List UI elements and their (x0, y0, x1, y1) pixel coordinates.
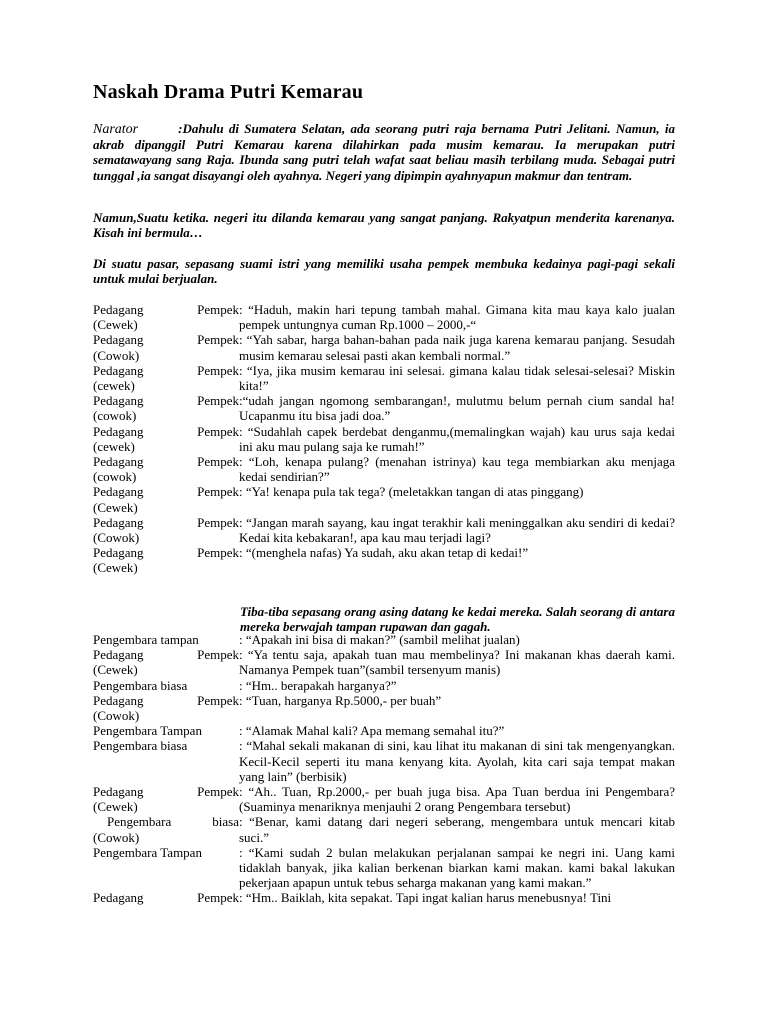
speaker-name (93, 738, 239, 753)
speaker-word: Pempek (197, 393, 239, 409)
speaker-word: Pempek (197, 890, 239, 906)
speaker-name (93, 678, 239, 693)
page-title: Naskah Drama Putri Kemarau (93, 81, 364, 103)
narrator-text: :Dahulu di Sumatera Selatan, ada seorang putri raja bernama Putri Jelitani. Namun, ia akrab dipanggil Putri Kemarau karena dilahirkan pada musim kemarau. Ia merupakan putri sematawayang sang Raja. Ibunda sang putri telah wafat saat beliau masih terbilang muda. Sebagai putri tunggal ,ia sangat disayangi oleh ayahnya. Negeri yang dipimpin ayahnyapun makmur dan tentram. (93, 121, 675, 183)
speaker-name (93, 723, 239, 738)
speaker-word: Pengembara Tampan (93, 844, 202, 860)
dialog-line: : “Alamak Mahal kali? Apa memang semahal itu?” (239, 723, 505, 739)
speaker-name (93, 814, 239, 844)
dialog-row (93, 515, 675, 545)
dialog-row (93, 693, 675, 723)
dialog-line: : “Kami sudah 2 bulan melakukan perjalanan sampai ke negri ini. Uang kami tidaklah banyak, jika kalian berkenan biarkan kami makan. kami bakal lakukan pekerjaan apapun untuk tebus seharga makanan yang kami makan.” (239, 844, 675, 891)
speaker-gender: (cewek) (93, 378, 135, 394)
paragraph-1: Namun,Suatu ketika. negeri itu dilanda kemarau yang sangat panjang. Rakyatpun menderita karenanya. Kisah ini bermula… (93, 210, 675, 241)
speaker-word: Pempek (197, 454, 239, 470)
dialog-line: : “Apakah ini bisa di makan?” (sambil melihat jualan) (239, 632, 520, 647)
speaker-word: Pengembara biasa (93, 738, 188, 754)
speaker-word: Pempek (197, 545, 239, 561)
speaker-name (93, 845, 239, 860)
dialog-line: : “Mahal sekali makanan di sini, kau lihat itu makanan di sini tak mengenyangkan. Kecil-Kecil seperti itu mana kenyang kita. Ayolah, kita cari saja tempat makan yang lain” (berbisik) (239, 738, 675, 784)
dialog-row (93, 890, 675, 905)
speaker-word: Pempek (197, 423, 239, 439)
speaker-name (93, 515, 239, 545)
speaker-gender: (Cowok) (93, 530, 140, 546)
speaker-gender: (Cowok) (93, 347, 140, 363)
speaker-name (93, 890, 239, 905)
dialog-row (93, 454, 675, 484)
speaker-word: Pedagang (93, 784, 144, 800)
dialog-row (93, 814, 675, 844)
speaker-word: Pedagang (93, 302, 144, 317)
speaker-word: Pengembara (107, 814, 172, 830)
speaker-gender: (cowok) (93, 469, 137, 485)
speaker-word: Pempek (197, 362, 239, 378)
speaker-name (93, 454, 239, 484)
dialog-line: : “Yah sabar, harga bahan-bahan pada naik juga karena kemarau panjang. Sesudah musim kemarau selesai pasti akan kembali normal.” (239, 332, 675, 363)
speaker-word: Pengembara biasa (93, 677, 188, 693)
dialog-row (93, 393, 675, 423)
dialog-row (93, 363, 675, 393)
speaker-gender: (cowok) (93, 408, 137, 424)
dialog-row (93, 723, 675, 738)
speaker-gender: (Cewek) (93, 799, 138, 815)
dialog-row (93, 845, 675, 891)
dialog-line: : “Tuan, harganya Rp.5000,- per buah” (239, 692, 442, 708)
speaker-word: Pedagang (93, 454, 144, 470)
dialog-section-1 (93, 302, 675, 576)
speaker-gender: (cewek) (93, 438, 135, 454)
speaker-word: Pempek (197, 647, 239, 663)
dialog-line: : “Haduh, makin hari tepung tambah mahal. Gimana kita mau kaya kalo jualan pempek untungnya cuman Rp.1000 – 2000,-“ (239, 302, 675, 333)
speaker-word: Pempek (197, 784, 239, 800)
speaker-word: Pedagang (93, 423, 144, 439)
dialog-line: : “Benar, kami datang dari negeri seberang, mengembara untuk mencari kitab suci.” (239, 814, 675, 845)
paragraph-3: Tiba-tiba sepasang orang asing datang ke kedai mereka. Salah seorang di antara mereka berwajah tampan rupawan dan gagah. (240, 604, 675, 635)
speaker-name (93, 784, 239, 814)
dialog-row (93, 738, 675, 784)
speaker-word: Pempek (197, 302, 239, 317)
speaker-word: Pedagang (93, 332, 144, 348)
dialog-row (93, 484, 675, 514)
dialog-line: : “Hm.. berapakah harganya?” (239, 677, 397, 693)
speaker-word: Pedagang (93, 890, 144, 906)
dialog-line: : “Ya! kenapa pula tak tega? (meletakkan tangan di atas pinggang) (239, 484, 584, 500)
speaker-gender: (Cewek) (93, 662, 138, 678)
dialog-line: : “Iya, jika musim kemarau ini selesai. gimana kalau tidak selesai-selesai? Miskin kita!” (239, 362, 675, 394)
dialog-row (93, 302, 675, 332)
dialog-line: :“udah jangan ngomong sembarangan!, mulutmu belum pernah cium sandal ha! Ucapanmu itu bisa jadi doa.” (239, 393, 675, 424)
dialog-line: : “(menghela nafas) Ya sudah, aku akan tetap di kedai!” (239, 545, 529, 561)
dialog-line: : “Ah.. Tuan, Rp.2000,- per buah juga bisa. Apa Tuan berdua ini Pengembara? (Suaminya menariknya menjauhi 2 orang Pengembara tersebut) (239, 784, 675, 815)
speaker-gender: (Cewek) (93, 317, 138, 333)
speaker-name (93, 424, 239, 454)
speaker-name (93, 693, 239, 723)
dialog-line: : “Loh, kenapa pulang? (menahan istrinya) kau tega membiarkan aku menjaga kedai sendirian?” (239, 454, 675, 485)
narrator-label: Narator (93, 122, 139, 137)
speaker-gender: (Cewek) (93, 560, 138, 576)
narrator-paragraph (93, 121, 675, 183)
dialog-row (93, 784, 675, 814)
speaker-name (93, 647, 239, 677)
dialog-row (93, 424, 675, 454)
speaker-gender: (Cowok) (93, 829, 140, 845)
speaker-gender: (Cowok) (93, 708, 140, 724)
speaker-word: Pedagang (93, 514, 144, 530)
dialog-row (93, 545, 675, 575)
speaker-name (93, 545, 239, 575)
dialog-row (93, 647, 675, 677)
speaker-name (93, 302, 239, 332)
speaker-word: Pedagang (93, 647, 144, 663)
speaker-word: Pedagang (93, 692, 144, 708)
speaker-name (93, 484, 239, 514)
speaker-word: Pempek (197, 484, 239, 500)
dialog-line: : “Jangan marah sayang, kau ingat terakhir kali meninggalkan aku sendiri di kedai? Kedai kita kebakaran!, apa kau mau terjadi lagi? (239, 514, 675, 546)
dialog-section-2 (93, 632, 675, 906)
dialog-row (93, 332, 675, 362)
speaker-word: Pengembara tampan (93, 632, 199, 647)
speaker-word: Pempek (197, 514, 239, 530)
speaker-word: Pengembara Tampan (93, 723, 202, 739)
speaker-word: Pempek (197, 332, 239, 348)
dialog-line: : “Ya tentu saja, apakah tuan mau membelinya? Ini makanan khas daerah kami. Namanya Pempek tuan”(sambil tersenyum manis) (239, 647, 675, 678)
speaker-name (93, 393, 239, 423)
speaker-gender: (Cewek) (93, 499, 138, 515)
speaker-word: Pedagang (93, 362, 144, 378)
speaker-word: Pempek (197, 692, 239, 708)
dialog-row (93, 678, 675, 693)
speaker-word: Pedagang (93, 393, 144, 409)
speaker-name (93, 632, 239, 647)
dialog-line: : “Sudahlah capek berdebat denganmu,(memalingkan wajah) kau urus saja kedai ini aku mau pulang saja ke rumah!” (239, 423, 675, 454)
speaker-word: biasa (212, 814, 239, 830)
speaker-word: Pedagang (93, 545, 144, 561)
speaker-name (93, 363, 239, 393)
speaker-word: Pedagang (93, 484, 144, 500)
paragraph-2: Di suatu pasar, sepasang suami istri yang memiliki usaha pempek membuka kedainya pagi-pagi sekali untuk mulai berjualan. (93, 256, 675, 287)
dialog-line: : “Hm.. Baiklah, kita sepakat. Tapi ingat kalian harus menebusnya! Tini (239, 890, 612, 906)
speaker-name (93, 332, 239, 362)
dialog-row (93, 632, 675, 647)
